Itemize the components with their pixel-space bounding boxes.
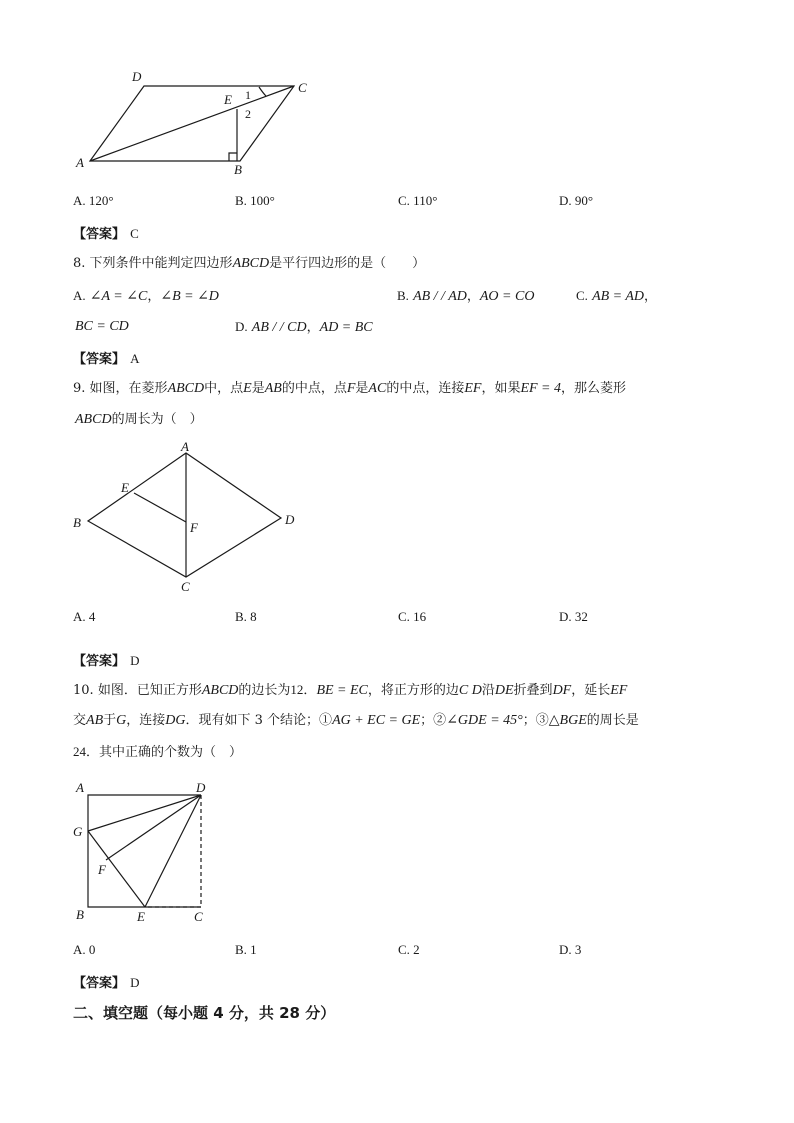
q8-option-a[interactable] xyxy=(73,287,219,306)
q9-math: EF xyxy=(464,381,482,396)
q10-text: 沿 xyxy=(481,683,495,698)
q10-math: △BGE xyxy=(548,713,587,728)
answer-value: C xyxy=(130,226,139,241)
q8-option-d[interactable] xyxy=(235,318,373,337)
q10-stem-line1 xyxy=(73,681,627,700)
option-math: AO = CO xyxy=(479,289,535,304)
label-c: C xyxy=(298,80,307,95)
q10-text: 折叠到 xyxy=(513,683,553,698)
option-sep: ， xyxy=(644,289,658,304)
q9-text: 的周长为（ ） xyxy=(111,412,203,427)
answer-tag: 【答案】 xyxy=(73,654,126,669)
q10-text: ．现有如下 3 个结论；① xyxy=(185,713,333,728)
q9-math: AC xyxy=(368,381,387,396)
option-sep: ， xyxy=(466,289,480,304)
answer-tag: 【答案】 xyxy=(73,227,126,242)
q8-math-abcd: ABCD xyxy=(232,256,270,271)
q10-option-b[interactable]: B. 1 xyxy=(235,942,257,957)
q9-stem-line2 xyxy=(75,411,203,429)
q10-number-value: 24 xyxy=(73,744,86,759)
label-f: F xyxy=(190,520,198,535)
q8-option-c-continued xyxy=(75,318,129,336)
q7-option-c[interactable]: C. 110° xyxy=(398,193,438,208)
label-e: E xyxy=(121,480,129,495)
label-c: C xyxy=(194,909,203,924)
option-math: AB / / CD xyxy=(251,320,307,335)
q9-math: ABCD xyxy=(75,412,112,427)
q9-math: F xyxy=(346,381,356,396)
option-label: D. xyxy=(235,319,248,334)
q10-math: AB xyxy=(86,713,104,728)
q9-option-b[interactable]: B. 8 xyxy=(235,609,257,624)
segment-fd xyxy=(106,795,201,860)
q10-math: BE = EC xyxy=(316,683,368,698)
option-math: BC = CD xyxy=(75,319,129,334)
q9-math: EF = 4 xyxy=(520,381,562,396)
q7-option-d[interactable]: D. 90° xyxy=(559,193,594,208)
q10-stem-line2 xyxy=(73,712,639,730)
option-sep: ， xyxy=(306,320,320,335)
label-e: E xyxy=(137,909,145,924)
q10-text: 交 xyxy=(73,713,87,728)
q9-number: 9. xyxy=(73,381,86,396)
q10-text: 的周长是 xyxy=(586,713,639,728)
q9-text: 如图，在菱形 xyxy=(89,381,168,396)
diagonal-ac xyxy=(90,86,294,161)
q7-option-a[interactable]: A. 120° xyxy=(73,193,114,208)
segment-ge xyxy=(88,831,145,907)
option-sep: ， xyxy=(147,289,161,304)
q9-option-a[interactable]: A. 4 xyxy=(73,609,96,624)
option-math: AB / / AD xyxy=(413,289,467,304)
q9-text: 是 xyxy=(251,381,265,396)
q10-number: 10. xyxy=(73,683,94,698)
q10-text: 如图．已知正方形 xyxy=(97,683,202,698)
label-a: A xyxy=(76,780,84,795)
label-c: C xyxy=(181,579,190,594)
label-a: A xyxy=(181,442,189,454)
square-sides-solid xyxy=(88,795,201,907)
option-label: A. xyxy=(73,288,86,303)
q7-answer xyxy=(73,223,139,242)
q10-text: ；③ xyxy=(522,713,549,728)
q10-text: ．其中正确的个数为（ ） xyxy=(86,745,243,760)
q8-option-c[interactable] xyxy=(576,287,657,306)
q7-option-b[interactable]: B. 100° xyxy=(235,193,275,208)
q10-text: ，延长 xyxy=(571,683,611,698)
answer-value: A xyxy=(130,351,140,366)
q9-stem-line1 xyxy=(73,380,626,398)
answer-tag: 【答案】 xyxy=(73,976,126,991)
angle-1-arc xyxy=(259,87,266,96)
q9-text: 中，点 xyxy=(204,381,244,396)
q10-option-a[interactable]: A. 0 xyxy=(73,942,96,957)
q9-math: E xyxy=(243,381,252,396)
answer-value: D xyxy=(130,975,140,990)
label-g: G xyxy=(73,824,83,839)
answer-tag: 【答案】 xyxy=(73,352,126,367)
answer-value: D xyxy=(130,653,140,668)
option-math: ∠B = ∠D xyxy=(160,289,219,304)
q10-math: G xyxy=(116,713,127,728)
q10-math: C D xyxy=(458,683,482,698)
figure-q10-square xyxy=(70,776,220,926)
label-a: A xyxy=(76,155,84,170)
q10-option-d[interactable]: D. 3 xyxy=(559,942,582,957)
q10-text: 的边长为 xyxy=(238,683,291,698)
q10-stem-line3 xyxy=(73,743,242,762)
option-math: ∠A = ∠C xyxy=(89,289,148,304)
segment-ef xyxy=(134,493,186,522)
section-2-heading: 二、填空题（每小题 4 分，共 28 分） xyxy=(73,1004,336,1022)
label-b: B xyxy=(234,162,242,177)
q9-math: AB xyxy=(264,381,282,396)
q10-math: DG xyxy=(165,713,186,728)
q8-option-b[interactable] xyxy=(397,287,534,306)
q8-answer xyxy=(73,348,140,367)
q10-option-c[interactable]: C. 2 xyxy=(398,942,420,957)
option-math: AD = BC xyxy=(319,320,373,335)
label-e: E xyxy=(224,92,232,107)
q9-option-d[interactable]: D. 32 xyxy=(559,609,588,624)
segment-gd xyxy=(88,795,201,831)
q10-math: DF xyxy=(552,683,572,698)
q10-text: ． xyxy=(303,683,317,698)
q8-stem xyxy=(73,255,425,273)
q8-number: 8. xyxy=(73,256,86,271)
q10-number-value: 12 xyxy=(290,682,304,697)
rhombus-abcd xyxy=(88,453,281,577)
option-math: AB = AD xyxy=(592,289,645,304)
q9-text: 的中点，点 xyxy=(281,381,347,396)
q10-math: EF xyxy=(610,683,628,698)
label-angle-2: 2 xyxy=(245,107,251,121)
q8-text-b: 是平行四边形的是（ ） xyxy=(269,256,426,271)
q9-text: 是 xyxy=(355,381,369,396)
label-d: D xyxy=(196,780,206,795)
q10-math: AG + EC = GE xyxy=(332,713,421,728)
q9-text: ，如果 xyxy=(481,381,521,396)
label-b: B xyxy=(73,515,81,530)
q9-math: ABCD xyxy=(167,381,205,396)
q10-math: DE xyxy=(494,683,514,698)
q10-text: ，连接 xyxy=(126,713,166,728)
label-f: F xyxy=(98,862,106,877)
q9-answer xyxy=(73,650,140,669)
option-label: B. xyxy=(397,288,409,303)
q10-text: ；② xyxy=(420,713,447,728)
q10-text: ，将正方形的边 xyxy=(367,683,459,698)
label-d: D xyxy=(285,512,295,527)
q10-text: 于 xyxy=(103,713,117,728)
label-d: D xyxy=(132,69,142,84)
right-angle-mark xyxy=(229,153,237,161)
q10-math: ∠GDE = 45° xyxy=(446,713,523,728)
q9-text: 的中点，连接 xyxy=(386,381,465,396)
segment-ed xyxy=(145,795,201,907)
option-label: C. xyxy=(576,288,588,303)
label-angle-1: 1 xyxy=(245,88,251,102)
q10-answer xyxy=(73,972,140,991)
figure-q9-rhombus xyxy=(68,442,308,597)
q8-text-a: 下列条件中能判定四边形 xyxy=(89,256,233,271)
figure-q7-parallelogram xyxy=(70,66,320,181)
q9-option-c[interactable]: C. 16 xyxy=(398,609,427,624)
q10-math: ABCD xyxy=(201,683,239,698)
q9-text: ，那么菱形 xyxy=(561,381,627,396)
label-b: B xyxy=(76,907,84,922)
